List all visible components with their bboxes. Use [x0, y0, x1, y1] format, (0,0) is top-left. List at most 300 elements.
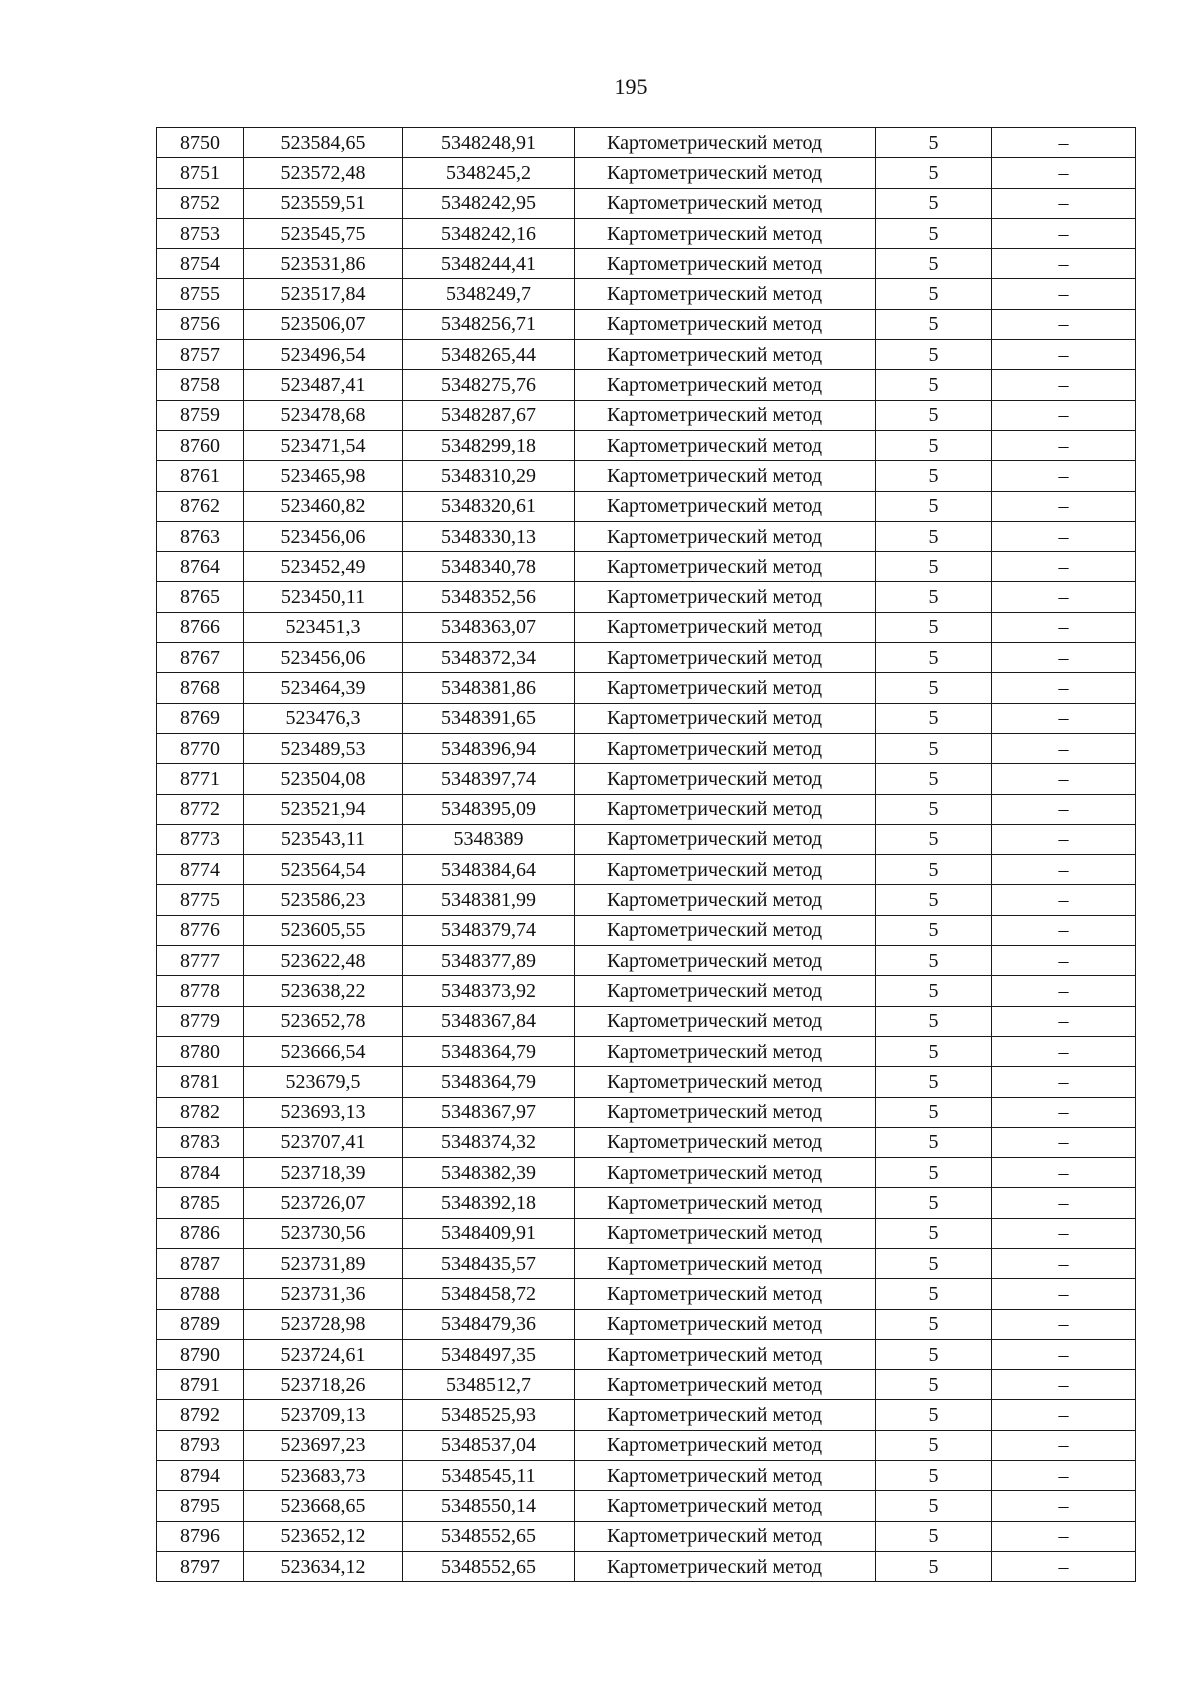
- point-number-cell: 8775: [157, 885, 244, 915]
- note-cell: –: [992, 1370, 1136, 1400]
- method-cell: Картометрический метод: [575, 461, 876, 491]
- method-cell: Картометрический метод: [575, 1430, 876, 1460]
- x-coordinate-cell: 523634,12: [244, 1551, 403, 1581]
- accuracy-cell: 5: [876, 1521, 992, 1551]
- method-cell: Картометрический метод: [575, 1279, 876, 1309]
- y-coordinate-cell: 5348381,86: [403, 673, 575, 703]
- method-cell: Картометрический метод: [575, 1006, 876, 1036]
- point-number-cell: 8787: [157, 1248, 244, 1278]
- point-number-cell: 8759: [157, 400, 244, 430]
- y-coordinate-cell: 5348377,89: [403, 946, 575, 976]
- point-number-cell: 8778: [157, 976, 244, 1006]
- point-number-cell: 8755: [157, 279, 244, 309]
- accuracy-cell: 5: [876, 582, 992, 612]
- y-coordinate-cell: 5348248,91: [403, 128, 575, 158]
- point-number-cell: 8790: [157, 1339, 244, 1369]
- method-cell: Картометрический метод: [575, 552, 876, 582]
- x-coordinate-cell: 523730,56: [244, 1218, 403, 1248]
- point-number-cell: 8772: [157, 794, 244, 824]
- accuracy-cell: 5: [876, 673, 992, 703]
- note-cell: –: [992, 1400, 1136, 1430]
- note-cell: –: [992, 218, 1136, 248]
- table-row: [157, 885, 1136, 915]
- method-cell: Картометрический метод: [575, 218, 876, 248]
- y-coordinate-cell: 5348512,7: [403, 1370, 575, 1400]
- accuracy-cell: 5: [876, 1309, 992, 1339]
- x-coordinate-cell: 523724,61: [244, 1339, 403, 1369]
- method-cell: Картометрический метод: [575, 915, 876, 945]
- note-cell: –: [992, 1339, 1136, 1369]
- method-cell: Картометрический метод: [575, 521, 876, 551]
- note-cell: –: [992, 340, 1136, 370]
- x-coordinate-cell: 523731,89: [244, 1248, 403, 1278]
- method-cell: Картометрический метод: [575, 1339, 876, 1369]
- coordinates-table: [156, 127, 1136, 1582]
- note-cell: –: [992, 552, 1136, 582]
- method-cell: Картометрический метод: [575, 158, 876, 188]
- point-number-cell: 8797: [157, 1551, 244, 1581]
- point-number-cell: 8781: [157, 1067, 244, 1097]
- point-number-cell: 8758: [157, 370, 244, 400]
- accuracy-cell: 5: [876, 309, 992, 339]
- accuracy-cell: 5: [876, 491, 992, 521]
- accuracy-cell: 5: [876, 430, 992, 460]
- point-number-cell: 8782: [157, 1097, 244, 1127]
- note-cell: –: [992, 1006, 1136, 1036]
- method-cell: Картометрический метод: [575, 1551, 876, 1581]
- y-coordinate-cell: 5348244,41: [403, 249, 575, 279]
- method-cell: Картометрический метод: [575, 1097, 876, 1127]
- accuracy-cell: 5: [876, 400, 992, 430]
- method-cell: Картометрический метод: [575, 976, 876, 1006]
- x-coordinate-cell: 523471,54: [244, 430, 403, 460]
- y-coordinate-cell: 5348367,97: [403, 1097, 575, 1127]
- table-row: [157, 1430, 1136, 1460]
- x-coordinate-cell: 523545,75: [244, 218, 403, 248]
- note-cell: –: [992, 461, 1136, 491]
- x-coordinate-cell: 523543,11: [244, 824, 403, 854]
- table-row: [157, 643, 1136, 673]
- note-cell: –: [992, 643, 1136, 673]
- accuracy-cell: 5: [876, 521, 992, 551]
- x-coordinate-cell: 523652,78: [244, 1006, 403, 1036]
- point-number-cell: 8752: [157, 188, 244, 218]
- point-number-cell: 8751: [157, 158, 244, 188]
- y-coordinate-cell: 5348552,65: [403, 1521, 575, 1551]
- x-coordinate-cell: 523451,3: [244, 612, 403, 642]
- y-coordinate-cell: 5348379,74: [403, 915, 575, 945]
- accuracy-cell: 5: [876, 733, 992, 763]
- table-row: [157, 1339, 1136, 1369]
- x-coordinate-cell: 523718,26: [244, 1370, 403, 1400]
- point-number-cell: 8760: [157, 430, 244, 460]
- y-coordinate-cell: 5348537,04: [403, 1430, 575, 1460]
- note-cell: –: [992, 1430, 1136, 1460]
- accuracy-cell: 5: [876, 188, 992, 218]
- y-coordinate-cell: 5348242,16: [403, 218, 575, 248]
- y-coordinate-cell: 5348287,67: [403, 400, 575, 430]
- y-coordinate-cell: 5348392,18: [403, 1188, 575, 1218]
- y-coordinate-cell: 5348479,36: [403, 1309, 575, 1339]
- table-row: [157, 340, 1136, 370]
- note-cell: –: [992, 673, 1136, 703]
- y-coordinate-cell: 5348374,32: [403, 1127, 575, 1157]
- accuracy-cell: 5: [876, 1339, 992, 1369]
- x-coordinate-cell: 523489,53: [244, 733, 403, 763]
- method-cell: Картометрический метод: [575, 1309, 876, 1339]
- x-coordinate-cell: 523460,82: [244, 491, 403, 521]
- accuracy-cell: 5: [876, 1006, 992, 1036]
- note-cell: –: [992, 1036, 1136, 1066]
- table-row: [157, 279, 1136, 309]
- note-cell: –: [992, 249, 1136, 279]
- note-cell: –: [992, 764, 1136, 794]
- table-row: [157, 218, 1136, 248]
- method-cell: Картометрический метод: [575, 1370, 876, 1400]
- accuracy-cell: 5: [876, 279, 992, 309]
- point-number-cell: 8762: [157, 491, 244, 521]
- x-coordinate-cell: 523465,98: [244, 461, 403, 491]
- y-coordinate-cell: 5348497,35: [403, 1339, 575, 1369]
- note-cell: –: [992, 794, 1136, 824]
- method-cell: Картометрический метод: [575, 1248, 876, 1278]
- note-cell: –: [992, 733, 1136, 763]
- point-number-cell: 8766: [157, 612, 244, 642]
- note-cell: –: [992, 1188, 1136, 1218]
- x-coordinate-cell: 523683,73: [244, 1461, 403, 1491]
- x-coordinate-cell: 523718,39: [244, 1158, 403, 1188]
- table-row: [157, 1158, 1136, 1188]
- note-cell: –: [992, 1309, 1136, 1339]
- accuracy-cell: 5: [876, 1036, 992, 1066]
- table-row: [157, 733, 1136, 763]
- page-number: 195: [614, 74, 648, 99]
- point-number-cell: 8757: [157, 340, 244, 370]
- y-coordinate-cell: 5348550,14: [403, 1491, 575, 1521]
- point-number-cell: 8791: [157, 1370, 244, 1400]
- x-coordinate-cell: 523652,12: [244, 1521, 403, 1551]
- note-cell: –: [992, 1279, 1136, 1309]
- y-coordinate-cell: 5348373,92: [403, 976, 575, 1006]
- accuracy-cell: 5: [876, 1551, 992, 1581]
- x-coordinate-cell: 523504,08: [244, 764, 403, 794]
- accuracy-cell: 5: [876, 1248, 992, 1278]
- note-cell: –: [992, 521, 1136, 551]
- x-coordinate-cell: 523456,06: [244, 521, 403, 551]
- method-cell: Картометрический метод: [575, 340, 876, 370]
- method-cell: Картометрический метод: [575, 249, 876, 279]
- point-number-cell: 8795: [157, 1491, 244, 1521]
- x-coordinate-cell: 523450,11: [244, 582, 403, 612]
- point-number-cell: 8771: [157, 764, 244, 794]
- table-row: [157, 188, 1136, 218]
- y-coordinate-cell: 5348310,29: [403, 461, 575, 491]
- note-cell: –: [992, 309, 1136, 339]
- note-cell: –: [992, 1551, 1136, 1581]
- y-coordinate-cell: 5348389: [403, 824, 575, 854]
- table-row: [157, 794, 1136, 824]
- accuracy-cell: 5: [876, 885, 992, 915]
- point-number-cell: 8763: [157, 521, 244, 551]
- point-number-cell: 8768: [157, 673, 244, 703]
- note-cell: –: [992, 370, 1136, 400]
- point-number-cell: 8794: [157, 1461, 244, 1491]
- y-coordinate-cell: 5348245,2: [403, 158, 575, 188]
- accuracy-cell: 5: [876, 1400, 992, 1430]
- y-coordinate-cell: 5348242,95: [403, 188, 575, 218]
- x-coordinate-cell: 523456,06: [244, 643, 403, 673]
- accuracy-cell: 5: [876, 552, 992, 582]
- table-row: [157, 1067, 1136, 1097]
- method-cell: Картометрический метод: [575, 370, 876, 400]
- accuracy-cell: 5: [876, 370, 992, 400]
- note-cell: –: [992, 1067, 1136, 1097]
- note-cell: –: [992, 430, 1136, 460]
- method-cell: Картометрический метод: [575, 764, 876, 794]
- x-coordinate-cell: 523487,41: [244, 370, 403, 400]
- y-coordinate-cell: 5348396,94: [403, 733, 575, 763]
- x-coordinate-cell: 523679,5: [244, 1067, 403, 1097]
- table-row: [157, 764, 1136, 794]
- y-coordinate-cell: 5348382,39: [403, 1158, 575, 1188]
- table-row: [157, 491, 1136, 521]
- table-row: [157, 1309, 1136, 1339]
- method-cell: Картометрический метод: [575, 582, 876, 612]
- y-coordinate-cell: 5348525,93: [403, 1400, 575, 1430]
- point-number-cell: 8786: [157, 1218, 244, 1248]
- note-cell: –: [992, 885, 1136, 915]
- table-row: [157, 521, 1136, 551]
- point-number-cell: 8753: [157, 218, 244, 248]
- accuracy-cell: 5: [876, 824, 992, 854]
- x-coordinate-cell: 523728,98: [244, 1309, 403, 1339]
- point-number-cell: 8767: [157, 643, 244, 673]
- method-cell: Картометрический метод: [575, 1127, 876, 1157]
- table-row: [157, 1461, 1136, 1491]
- note-cell: –: [992, 188, 1136, 218]
- table-row: [157, 1491, 1136, 1521]
- table-row: [157, 855, 1136, 885]
- point-number-cell: 8764: [157, 552, 244, 582]
- x-coordinate-cell: 523476,3: [244, 703, 403, 733]
- table-row: [157, 309, 1136, 339]
- table-row: [157, 1036, 1136, 1066]
- method-cell: Картометрический метод: [575, 430, 876, 460]
- x-coordinate-cell: 523559,51: [244, 188, 403, 218]
- point-number-cell: 8756: [157, 309, 244, 339]
- accuracy-cell: 5: [876, 794, 992, 824]
- note-cell: –: [992, 946, 1136, 976]
- note-cell: –: [992, 582, 1136, 612]
- method-cell: Картометрический метод: [575, 703, 876, 733]
- y-coordinate-cell: 5348320,61: [403, 491, 575, 521]
- y-coordinate-cell: 5348352,56: [403, 582, 575, 612]
- x-coordinate-cell: 523478,68: [244, 400, 403, 430]
- note-cell: –: [992, 1097, 1136, 1127]
- table-row: [157, 128, 1136, 158]
- y-coordinate-cell: 5348384,64: [403, 855, 575, 885]
- method-cell: Картометрический метод: [575, 824, 876, 854]
- note-cell: –: [992, 158, 1136, 188]
- point-number-cell: 8773: [157, 824, 244, 854]
- point-number-cell: 8796: [157, 1521, 244, 1551]
- table-row: [157, 1006, 1136, 1036]
- accuracy-cell: 5: [876, 764, 992, 794]
- accuracy-cell: 5: [876, 1158, 992, 1188]
- table-row: [157, 582, 1136, 612]
- point-number-cell: 8765: [157, 582, 244, 612]
- method-cell: Картометрический метод: [575, 128, 876, 158]
- point-number-cell: 8754: [157, 249, 244, 279]
- x-coordinate-cell: 523584,65: [244, 128, 403, 158]
- note-cell: –: [992, 612, 1136, 642]
- method-cell: Картометрический метод: [575, 309, 876, 339]
- point-number-cell: 8779: [157, 1006, 244, 1036]
- method-cell: Картометрический метод: [575, 400, 876, 430]
- accuracy-cell: 5: [876, 1218, 992, 1248]
- method-cell: Картометрический метод: [575, 733, 876, 763]
- point-number-cell: 8780: [157, 1036, 244, 1066]
- x-coordinate-cell: 523622,48: [244, 946, 403, 976]
- point-number-cell: 8776: [157, 915, 244, 945]
- note-cell: –: [992, 1461, 1136, 1491]
- y-coordinate-cell: 5348367,84: [403, 1006, 575, 1036]
- y-coordinate-cell: 5348395,09: [403, 794, 575, 824]
- note-cell: –: [992, 976, 1136, 1006]
- x-coordinate-cell: 523506,07: [244, 309, 403, 339]
- note-cell: –: [992, 279, 1136, 309]
- accuracy-cell: 5: [876, 915, 992, 945]
- table-row: [157, 1188, 1136, 1218]
- y-coordinate-cell: 5348409,91: [403, 1218, 575, 1248]
- method-cell: Картометрический метод: [575, 1036, 876, 1066]
- method-cell: Картометрический метод: [575, 673, 876, 703]
- note-cell: –: [992, 855, 1136, 885]
- table-row: [157, 1551, 1136, 1581]
- point-number-cell: 8789: [157, 1309, 244, 1339]
- x-coordinate-cell: 523731,36: [244, 1279, 403, 1309]
- accuracy-cell: 5: [876, 1127, 992, 1157]
- method-cell: Картометрический метод: [575, 1491, 876, 1521]
- accuracy-cell: 5: [876, 976, 992, 1006]
- point-number-cell: 8770: [157, 733, 244, 763]
- y-coordinate-cell: 5348299,18: [403, 430, 575, 460]
- table-body: [157, 128, 1136, 1582]
- x-coordinate-cell: 523638,22: [244, 976, 403, 1006]
- y-coordinate-cell: 5348275,76: [403, 370, 575, 400]
- note-cell: –: [992, 703, 1136, 733]
- x-coordinate-cell: 523564,54: [244, 855, 403, 885]
- y-coordinate-cell: 5348340,78: [403, 552, 575, 582]
- accuracy-cell: 5: [876, 158, 992, 188]
- y-coordinate-cell: 5348552,65: [403, 1551, 575, 1581]
- table-row: [157, 824, 1136, 854]
- x-coordinate-cell: 523707,41: [244, 1127, 403, 1157]
- accuracy-cell: 5: [876, 1461, 992, 1491]
- x-coordinate-cell: 523726,07: [244, 1188, 403, 1218]
- point-number-cell: 8784: [157, 1158, 244, 1188]
- table-row: [157, 249, 1136, 279]
- y-coordinate-cell: 5348265,44: [403, 340, 575, 370]
- x-coordinate-cell: 523531,86: [244, 249, 403, 279]
- table-row: [157, 430, 1136, 460]
- table-row: [157, 673, 1136, 703]
- y-coordinate-cell: 5348391,65: [403, 703, 575, 733]
- note-cell: –: [992, 1521, 1136, 1551]
- method-cell: Картометрический метод: [575, 946, 876, 976]
- method-cell: Картометрический метод: [575, 491, 876, 521]
- table-row: [157, 1218, 1136, 1248]
- note-cell: –: [992, 1158, 1136, 1188]
- method-cell: Картометрический метод: [575, 1461, 876, 1491]
- y-coordinate-cell: 5348364,79: [403, 1036, 575, 1066]
- method-cell: Картометрический метод: [575, 1067, 876, 1097]
- x-coordinate-cell: 523586,23: [244, 885, 403, 915]
- note-cell: –: [992, 915, 1136, 945]
- y-coordinate-cell: 5348256,71: [403, 309, 575, 339]
- accuracy-cell: 5: [876, 643, 992, 673]
- table-row: [157, 1248, 1136, 1278]
- y-coordinate-cell: 5348372,34: [403, 643, 575, 673]
- point-number-cell: 8785: [157, 1188, 244, 1218]
- method-cell: Картометрический метод: [575, 188, 876, 218]
- accuracy-cell: 5: [876, 855, 992, 885]
- table-row: [157, 1400, 1136, 1430]
- table-row: [157, 400, 1136, 430]
- table-row: [157, 1097, 1136, 1127]
- accuracy-cell: 5: [876, 1491, 992, 1521]
- accuracy-cell: 5: [876, 1430, 992, 1460]
- table-row: [157, 552, 1136, 582]
- table-row: [157, 461, 1136, 491]
- table-row: [157, 1127, 1136, 1157]
- table-row: [157, 1521, 1136, 1551]
- method-cell: Картометрический метод: [575, 855, 876, 885]
- note-cell: –: [992, 400, 1136, 430]
- y-coordinate-cell: 5348363,07: [403, 612, 575, 642]
- x-coordinate-cell: 523709,13: [244, 1400, 403, 1430]
- x-coordinate-cell: 523693,13: [244, 1097, 403, 1127]
- table-row: [157, 946, 1136, 976]
- y-coordinate-cell: 5348330,13: [403, 521, 575, 551]
- accuracy-cell: 5: [876, 340, 992, 370]
- accuracy-cell: 5: [876, 1188, 992, 1218]
- accuracy-cell: 5: [876, 218, 992, 248]
- x-coordinate-cell: 523666,54: [244, 1036, 403, 1066]
- x-coordinate-cell: 523517,84: [244, 279, 403, 309]
- table-row: [157, 703, 1136, 733]
- y-coordinate-cell: 5348397,74: [403, 764, 575, 794]
- accuracy-cell: 5: [876, 249, 992, 279]
- table-row: [157, 915, 1136, 945]
- x-coordinate-cell: 523521,94: [244, 794, 403, 824]
- accuracy-cell: 5: [876, 946, 992, 976]
- x-coordinate-cell: 523464,39: [244, 673, 403, 703]
- accuracy-cell: 5: [876, 612, 992, 642]
- x-coordinate-cell: 523697,23: [244, 1430, 403, 1460]
- x-coordinate-cell: 523668,65: [244, 1491, 403, 1521]
- method-cell: Картометрический метод: [575, 612, 876, 642]
- method-cell: Картометрический метод: [575, 1521, 876, 1551]
- y-coordinate-cell: 5348458,72: [403, 1279, 575, 1309]
- method-cell: Картометрический метод: [575, 643, 876, 673]
- note-cell: –: [992, 128, 1136, 158]
- x-coordinate-cell: 523496,54: [244, 340, 403, 370]
- note-cell: –: [992, 491, 1136, 521]
- y-coordinate-cell: 5348381,99: [403, 885, 575, 915]
- point-number-cell: 8792: [157, 1400, 244, 1430]
- x-coordinate-cell: 523452,49: [244, 552, 403, 582]
